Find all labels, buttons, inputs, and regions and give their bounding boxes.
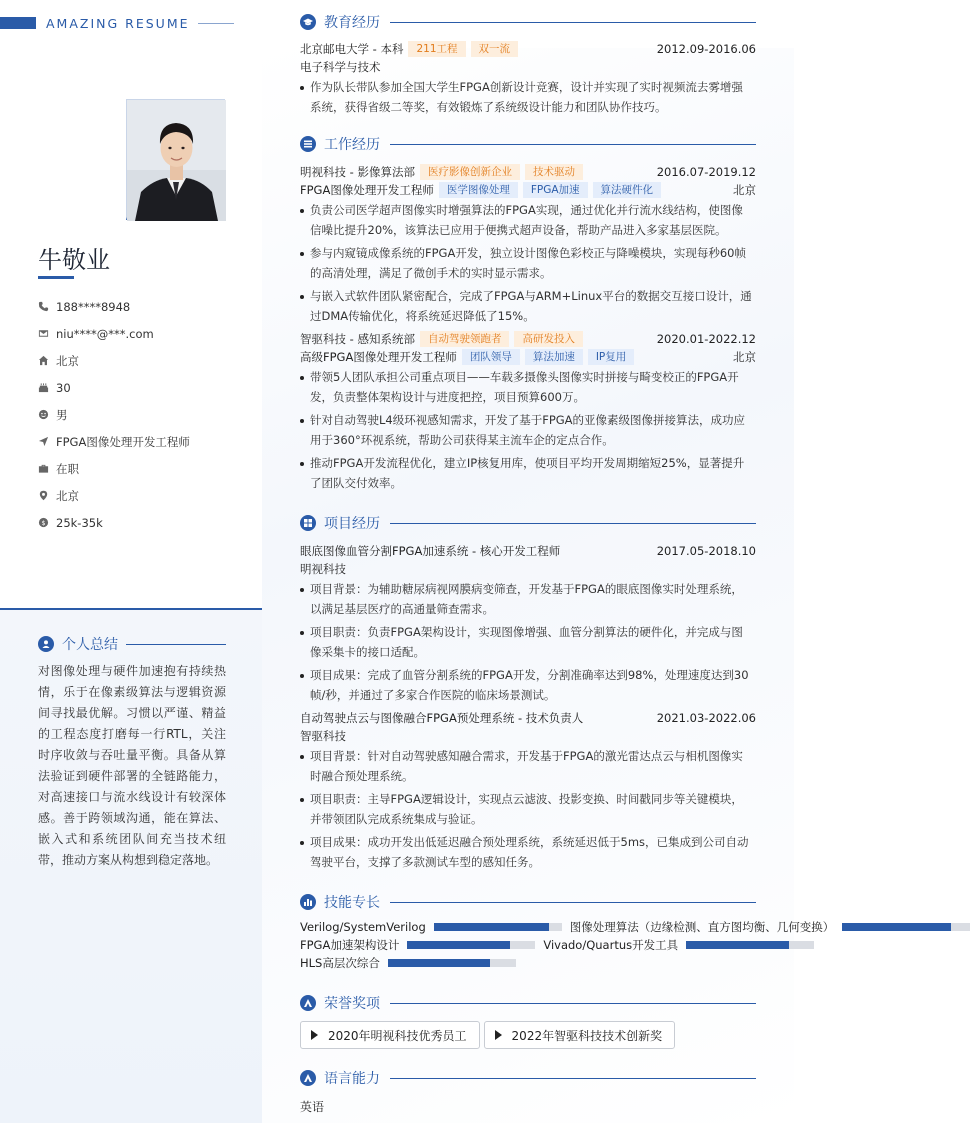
summary-title: 个人总结 xyxy=(62,637,118,653)
home-icon xyxy=(38,355,49,366)
projects-rule xyxy=(390,523,756,524)
translate-icon xyxy=(300,1070,316,1086)
project-entry xyxy=(300,709,756,872)
summary-header xyxy=(38,634,226,654)
grid-icon xyxy=(300,515,316,531)
skill-bar xyxy=(434,923,562,931)
skill-row xyxy=(300,918,835,936)
education-rule xyxy=(390,22,756,23)
education-header xyxy=(300,12,756,32)
brand-bar xyxy=(0,17,36,29)
play-icon xyxy=(311,1030,318,1040)
skill-name: HLS高层次综合 xyxy=(300,956,380,970)
projects-title: 项目经历 xyxy=(324,516,380,532)
location-text: 北京 xyxy=(56,353,79,368)
job-entry xyxy=(300,330,756,493)
skill-item xyxy=(300,937,535,953)
company-tag: 自动驾驶领跑者 xyxy=(420,331,510,347)
job-title-text: FPGA图像处理开发工程师 xyxy=(56,434,190,449)
languages-rule xyxy=(390,1078,756,1079)
education-bullet: 作为队长带队参加全国大学生FPGA创新设计竞赛，设计并实现了实时视频流去雾增强系统，获得省级二等奖，有效锻炼了系统级设计能力和团队协作技巧。 xyxy=(300,78,756,117)
project-bullet: 项目成果：完成了血管分割系统的FPGA开发，分割准确率达到98%，处理速度达到30帧/秒，并通过了多家合作医院的临床场景测试。 xyxy=(300,666,756,705)
honors-section xyxy=(300,993,756,1049)
project-row xyxy=(300,709,756,727)
project-bullet: 项目成果：成功开发出低延迟融合预处理系统，系统延迟低于5ms，已集成到公司自动驾驶平台，支撑了多款测试车型的感知任务。 xyxy=(300,833,756,872)
job-city: 北京 xyxy=(733,350,756,364)
honor-item xyxy=(484,1021,676,1049)
work-title: 工作经历 xyxy=(324,137,380,153)
project-bullet: 项目背景：为辅助糖尿病视网膜病变筛查，开发基于FPGA的眼底图像实时处理系统，以满足基层医疗的高通量筛查需求。 xyxy=(300,580,756,619)
skill-name: Vivado/Quartus开发工具 xyxy=(543,938,679,952)
skill-bar xyxy=(407,941,535,949)
position-tag: 医学图像处理 xyxy=(439,182,518,198)
job-company: 明视科技 - 影像算法部 xyxy=(300,165,415,179)
honors-title: 荣誉奖项 xyxy=(324,996,380,1012)
position-tag: 算法硬件化 xyxy=(593,182,662,198)
company-tag: 技术驱动 xyxy=(525,164,583,180)
job-position-row xyxy=(300,181,756,199)
job-dates: 2020.01-2022.12 xyxy=(656,332,756,346)
languages-title: 语言能力 xyxy=(324,1071,380,1087)
position-tag: FPGA加速 xyxy=(523,182,588,198)
honor-item xyxy=(300,1021,480,1049)
honor-text: 2020年明视科技优秀员工 xyxy=(328,1028,467,1043)
project-bullet: 项目背景：针对自动驾驶感知融合需求，开发基于FPGA的激光雷达点云与相机图像实时融合预处理系统。 xyxy=(300,747,756,786)
project-dates: 2021.03-2022.06 xyxy=(656,711,756,725)
award-icon xyxy=(300,995,316,1011)
skill-name: 图像处理算法（边缘检测、直方图均衡、几何变换） xyxy=(569,920,835,934)
company-tag: 医疗影像创新企业 xyxy=(420,164,520,180)
brand-text: AMAZING RESUME xyxy=(46,15,190,31)
chart-icon xyxy=(300,894,316,910)
profile-photo-illustration xyxy=(127,100,226,221)
languages-section xyxy=(300,1068,756,1115)
skill-row xyxy=(300,954,800,972)
location-pin-icon xyxy=(38,490,49,501)
job-bullet: 针对自动驾驶L4级环视感知需求，开发了基于FPGA的亚像素级图像拼接算法，成功应用于360°环视系统，帮助公司获得某主流车企的定点合作。 xyxy=(300,411,756,450)
position-tag: 算法加速 xyxy=(525,349,583,365)
summary-text: 对图像处理与硬件加速抱有持续热情，乐于在像素级算法与逻辑资源间寻找最优解。习惯以严谨、精益的工程态度打磨每一行RTL，关注时序收敛与吞吐量平衡。具备从算法验证到硬件部署的全链路能力，对高速接口与流水线设计有较深体感。善于跨领域沟通，能在算法、嵌入式和系统团队间充当技术纽带，推动方案从构想到稳定落地。 xyxy=(38,664,226,867)
skills-title: 技能专长 xyxy=(324,895,380,911)
info-salary xyxy=(38,509,248,536)
brand-line xyxy=(198,23,234,24)
skills-header xyxy=(300,892,756,912)
job-bullet: 负责公司医学超声图像实时增强算法的FPGA实现，通过优化并行流水线结构，使图像信噪比提升20%，该算法已应用于便携式超声设备，帮助产品进入多家基层医院。 xyxy=(300,201,756,240)
info-location xyxy=(38,347,248,374)
info-title xyxy=(38,428,248,455)
education-title: 教育经历 xyxy=(324,15,380,31)
contact-info-list xyxy=(38,293,248,536)
summary-rule xyxy=(126,644,226,645)
status-text: 在职 xyxy=(56,461,79,476)
list-icon xyxy=(300,136,316,152)
info-gender xyxy=(38,401,248,428)
email-text: niu****@***.com xyxy=(56,326,154,341)
honors-header xyxy=(300,993,756,1013)
job-city: 北京 xyxy=(733,183,756,197)
money-icon xyxy=(38,517,49,528)
skill-name: FPGA加速架构设计 xyxy=(300,938,400,952)
job-company-row xyxy=(300,330,756,348)
job-position: FPGA图像处理开发工程师 xyxy=(300,183,434,197)
brand-header xyxy=(0,14,234,32)
salary-text: 25k-35k xyxy=(56,515,103,530)
job-bullet: 参与内窥镜成像系统的FPGA开发，独立设计图像色彩校正与降噪模块，实现每秒60帧的高清处理，满足了微创手术的实时显示需求。 xyxy=(300,244,756,283)
skill-bar xyxy=(842,923,970,931)
project-row xyxy=(300,542,756,560)
send-icon xyxy=(38,436,49,447)
profile-name: 牛敬业 xyxy=(38,246,110,274)
position-tag: IP复用 xyxy=(588,349,634,365)
project-org: 智驱科技 xyxy=(300,729,346,743)
user-icon xyxy=(38,636,54,652)
project-entry xyxy=(300,542,756,705)
profile-photo xyxy=(126,99,225,220)
info-status xyxy=(38,455,248,482)
job-company-row xyxy=(300,163,756,181)
name-underline xyxy=(38,276,74,279)
education-tag: 双一流 xyxy=(471,41,519,57)
job-bullet: 带领5人团队承担公司重点项目——车载多摄像头图像实时拼接与畸变校正的FPGA开发，负责整体架构设计与进度把控，项目预算600万。 xyxy=(300,368,756,407)
honors-list xyxy=(300,1021,756,1049)
project-dates: 2017.05-2018.10 xyxy=(656,544,756,558)
age-text: 30 xyxy=(56,380,71,395)
job-dates: 2016.07-2019.12 xyxy=(656,165,756,179)
language-item: 英语 xyxy=(300,1100,325,1114)
projects-header xyxy=(300,513,756,533)
briefcase-icon xyxy=(38,463,49,474)
education-row xyxy=(300,40,756,58)
info-age xyxy=(38,374,248,401)
skill-bar-fill xyxy=(388,959,490,967)
education-section xyxy=(300,12,756,121)
education-major: 电子科学与技术 xyxy=(300,60,381,74)
skill-bar xyxy=(388,959,516,967)
skill-item xyxy=(300,955,516,971)
skill-bar-fill xyxy=(842,923,951,931)
svg-text:$: $ xyxy=(41,518,46,527)
education-dates: 2012.09-2016.06 xyxy=(656,42,756,56)
skills-section xyxy=(300,892,835,972)
company-tag: 高研发投入 xyxy=(514,331,583,347)
job-position: 高级FPGA图像处理开发工程师 xyxy=(300,350,457,364)
project-name: 自动驾驶点云与图像融合FPGA预处理系统 - 技术负责人 xyxy=(300,711,584,725)
work-section xyxy=(300,134,756,497)
skills-rule xyxy=(390,902,756,903)
info-email xyxy=(38,320,248,347)
job-bullet: 推动FPGA开发流程优化，建立IP核复用库，使项目平均开发周期缩短25%，显著提升了团队交付效率。 xyxy=(300,454,756,493)
target-city-text: 北京 xyxy=(56,488,79,503)
honors-rule xyxy=(390,1003,756,1004)
smile-icon xyxy=(38,409,49,420)
work-header xyxy=(300,134,756,154)
position-tag: 团队领导 xyxy=(462,349,520,365)
skill-item xyxy=(300,920,562,934)
phone-text: 188****8948 xyxy=(56,299,131,314)
school-name: 北京邮电大学 - 本科 xyxy=(300,42,404,56)
skill-item xyxy=(543,937,814,953)
graduation-cap-icon xyxy=(300,14,316,30)
job-position-row xyxy=(300,348,756,366)
cake-icon xyxy=(38,382,49,393)
honor-text: 2022年智驱科技技术创新奖 xyxy=(511,1028,663,1043)
mail-icon xyxy=(38,328,49,339)
work-rule xyxy=(390,144,756,145)
skill-item xyxy=(570,919,970,935)
project-bullet: 项目职责：负责FPGA架构设计，实现图像增强、血管分割算法的硬件化，并完成与图像采集卡的接口适配。 xyxy=(300,623,756,662)
project-bullet: 项目职责：主导FPGA逻辑设计，实现点云滤波、投影变换、时间戳同步等关键模块，并带领团队完成系统集成与验证。 xyxy=(300,790,756,829)
phone-icon xyxy=(38,301,49,312)
job-company: 智驱科技 - 感知系统部 xyxy=(300,332,415,346)
project-org: 明视科技 xyxy=(300,562,346,576)
education-tag: 211工程 xyxy=(408,41,465,57)
projects-section xyxy=(300,513,756,876)
info-phone xyxy=(38,293,248,320)
skills-list xyxy=(300,918,835,972)
languages-header xyxy=(300,1068,756,1088)
info-target-city xyxy=(38,482,248,509)
play-icon xyxy=(495,1030,502,1040)
skill-bar xyxy=(686,941,814,949)
skill-bar-fill xyxy=(686,941,788,949)
skill-name: Verilog/SystemVerilog xyxy=(300,920,426,934)
project-name: 眼底图像血管分割FPGA加速系统 - 核心开发工程师 xyxy=(300,544,561,558)
job-entry xyxy=(300,163,756,326)
skill-bar-fill xyxy=(434,923,549,931)
gender-text: 男 xyxy=(56,407,68,422)
skill-bar-fill xyxy=(407,941,509,949)
job-bullet: 与嵌入式软件团队紧密配合，完成了FPGA与ARM+Linux平台的数据交互接口设计，通过DMA传输优化，将系统延迟降低了15%。 xyxy=(300,287,756,326)
skill-row xyxy=(300,936,800,954)
